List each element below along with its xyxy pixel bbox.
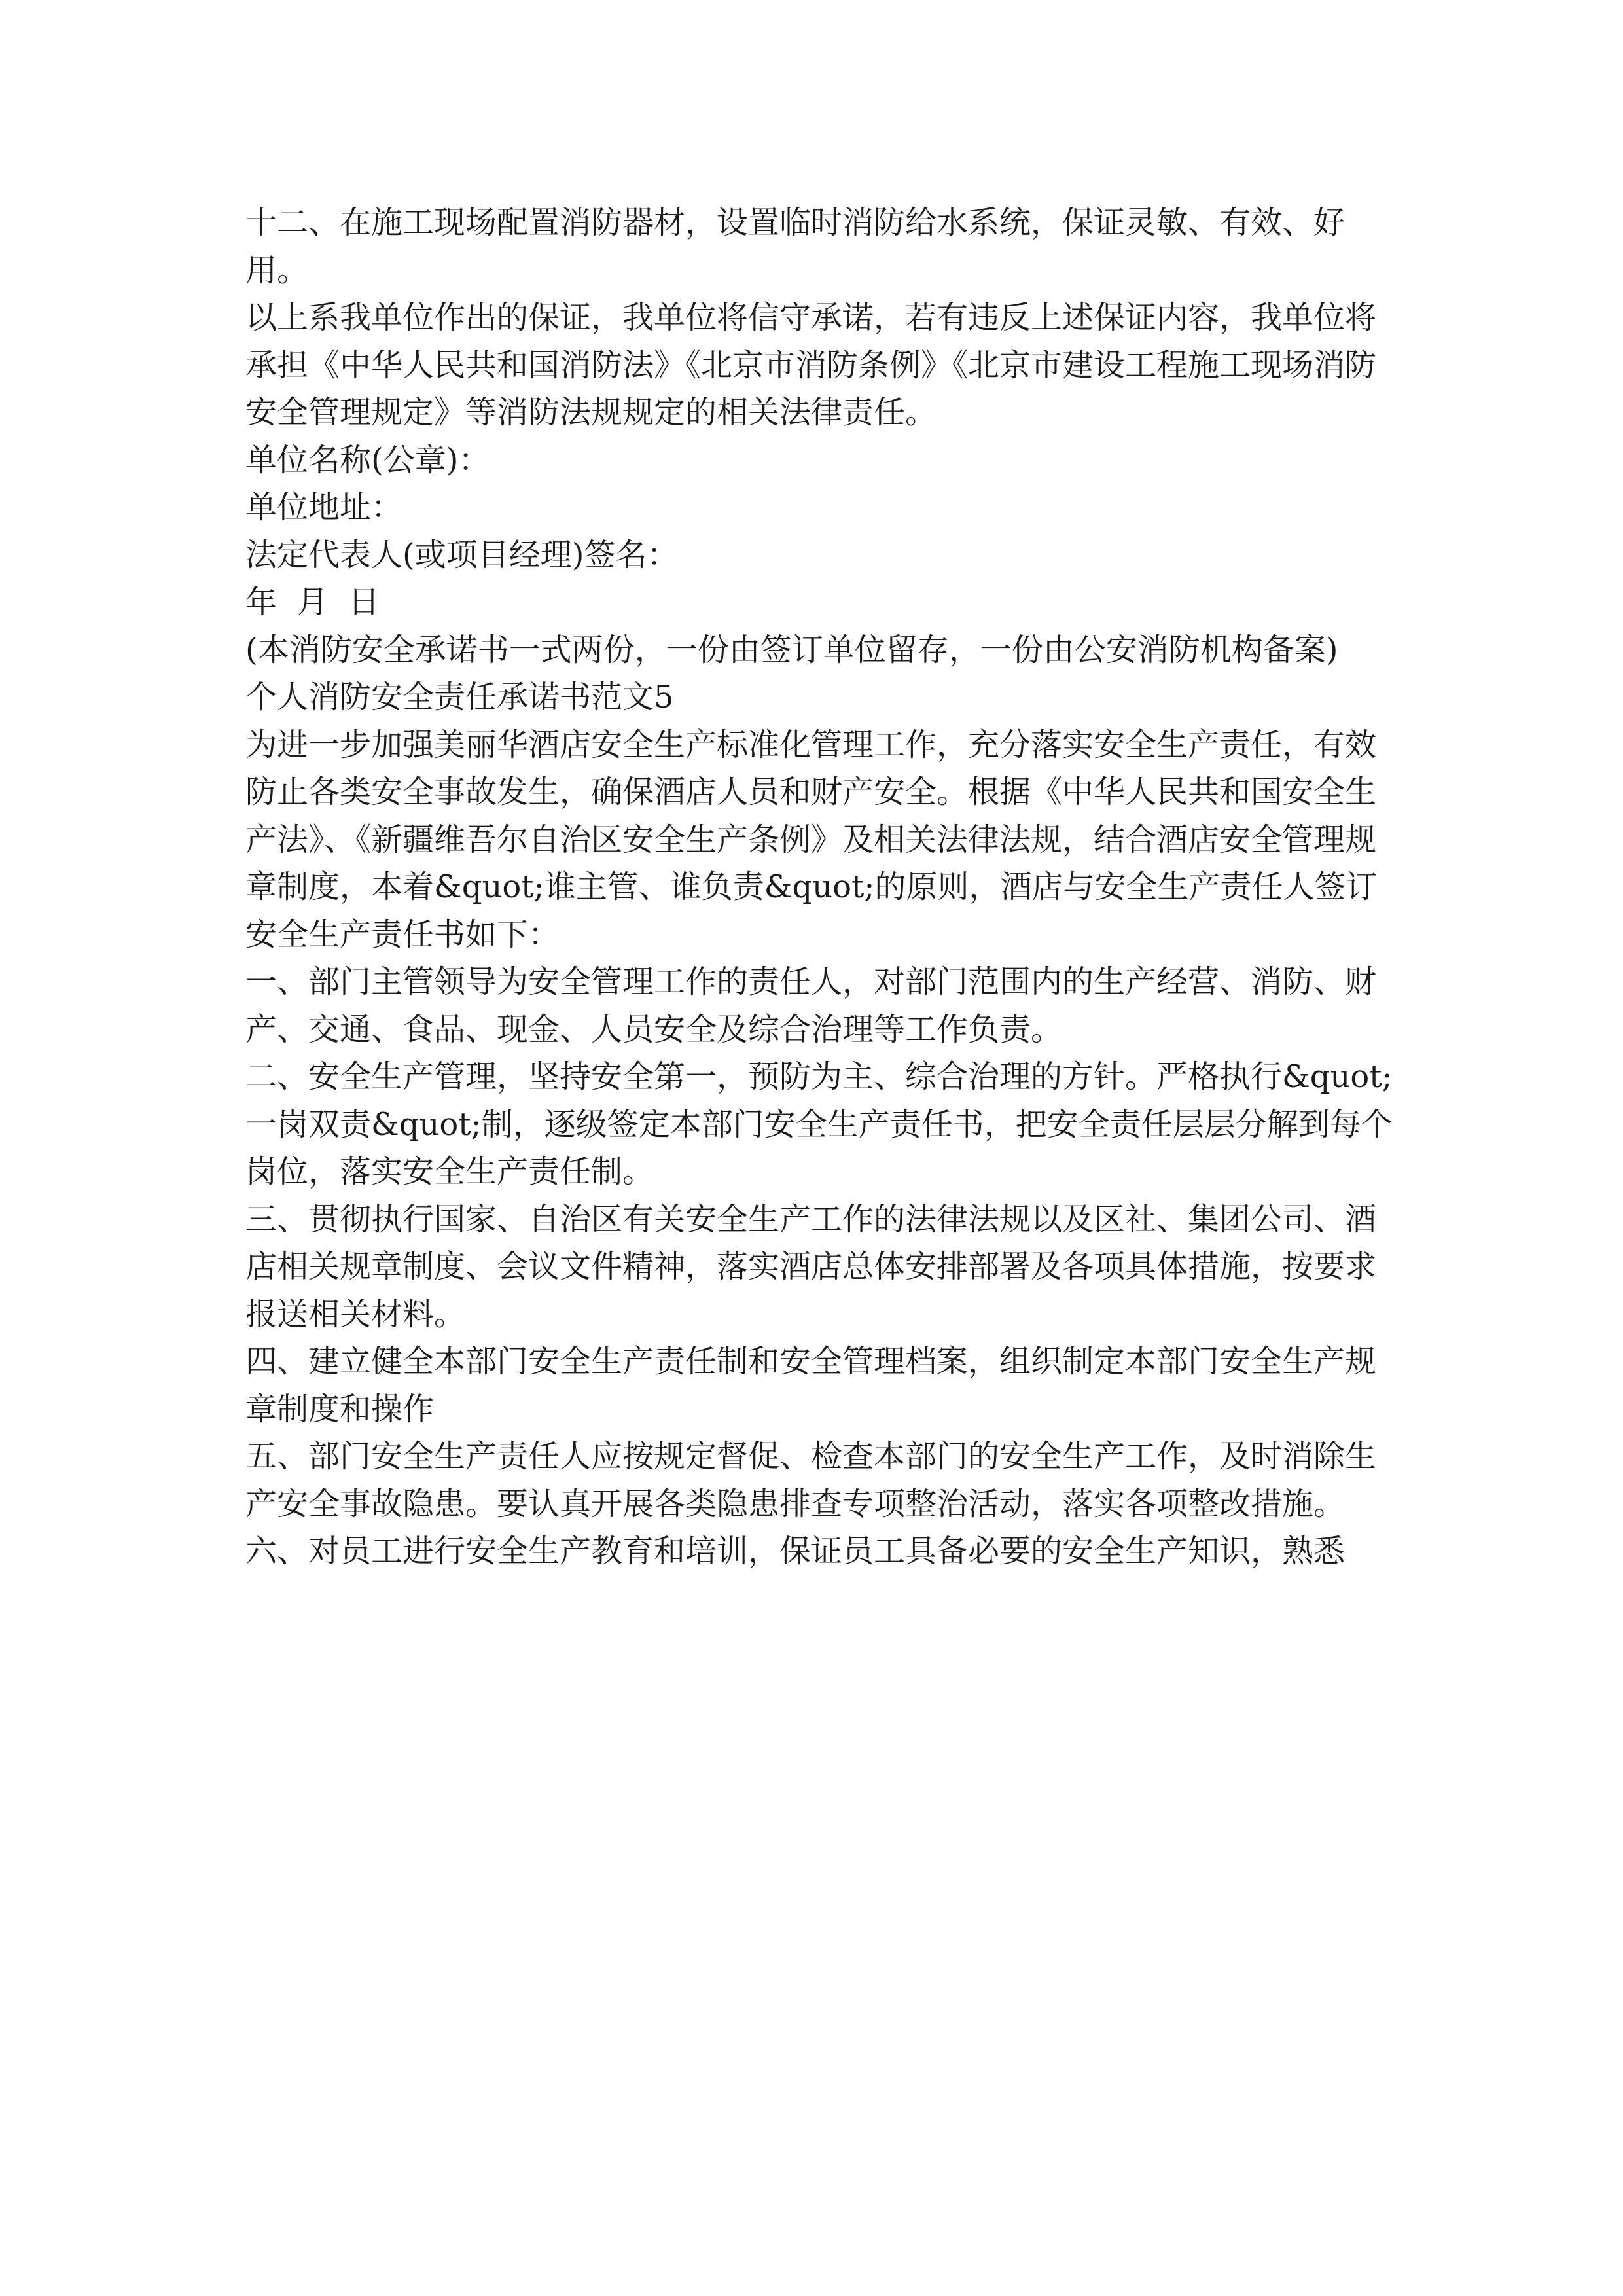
- paragraph-guarantee-statement: 以上系我单位作出的保证，我单位将信守承诺，若有违反上述保证内容，我单位将承担《中华人民共和国消防法》《北京市消防条例》《北京市建设工程施工现场消防安全管理规定》等消防法规规定的相关法律责任。: [245, 299, 1377, 431]
- legal-representative-signature-field: 法定代表人(或项目经理)签名：: [245, 536, 679, 573]
- paragraph-item-1: 一、部门主管领导为安全管理工作的责任人，对部门范围内的生产经营、消防、财产、交通、食品、现金、人员安全及综合治理等工作负责。: [245, 963, 1377, 1048]
- document-body: [245, 199, 1397, 1575]
- section-title: 个人消防安全责任承诺书范文5: [245, 679, 674, 715]
- paragraph-item-3: 三、贯彻执行国家、自治区有关安全生产工作的法律法规以及区社、集团公司、酒店相关规章制度、会议文件精神，落实酒店总体安排部署及各项具体措施，按要求报送相关材料。: [245, 1200, 1377, 1333]
- paragraph-item-2: 二、安全生产管理，坚持安全第一，预防为主、综合治理的方针。严格执行&quot;一岗双责&quot;制，逐级签定本部门安全生产责任书，把安全责任层层分解到每个岗位，落实安全生产责任制。: [245, 1058, 1393, 1190]
- copies-note: (本消防安全承诺书一式两份，一份由签订单位留存，一份由公安消防机构备案): [245, 631, 1338, 668]
- paragraph-item-6: 六、对员工进行安全生产教育和培训，保证员工具备必要的安全生产知识，熟悉: [245, 1533, 1346, 1570]
- paragraph-item-5: 五、部门安全生产责任人应按规定督促、检查本部门的安全生产工作，及时消除生产安全事故隐患。要认真开展各类隐患排查专项整治活动，落实各项整改措施。: [245, 1438, 1377, 1522]
- paragraph-item-4: 四、建立健全本部门安全生产责任制和安全管理档案，组织制定本部门安全生产规章制度和操作: [245, 1343, 1377, 1427]
- date-field: 年 月 日: [245, 584, 380, 620]
- paragraph-intro: 为进一步加强美丽华酒店安全生产标准化管理工作，充分落实安全生产责任，有效防止各类安全事故发生，确保酒店人员和财产安全。根据《中华人民共和国安全生产法》、《新疆维吾尔自治区安全生产条例》及相关法律法规，结合酒店安全管理规章制度，本着&quot;谁主管、谁负责&quot;的原则，酒店与安全生产责任人签订安全生产责任书如下：: [245, 726, 1378, 953]
- unit-address-field: 单位地址：: [245, 489, 403, 526]
- unit-name-field: 单位名称(公章)：: [245, 441, 490, 478]
- paragraph-item-12: 十二、在施工现场配置消防器材，设置临时消防给水系统，保证灵敏、有效、好用。: [245, 204, 1346, 289]
